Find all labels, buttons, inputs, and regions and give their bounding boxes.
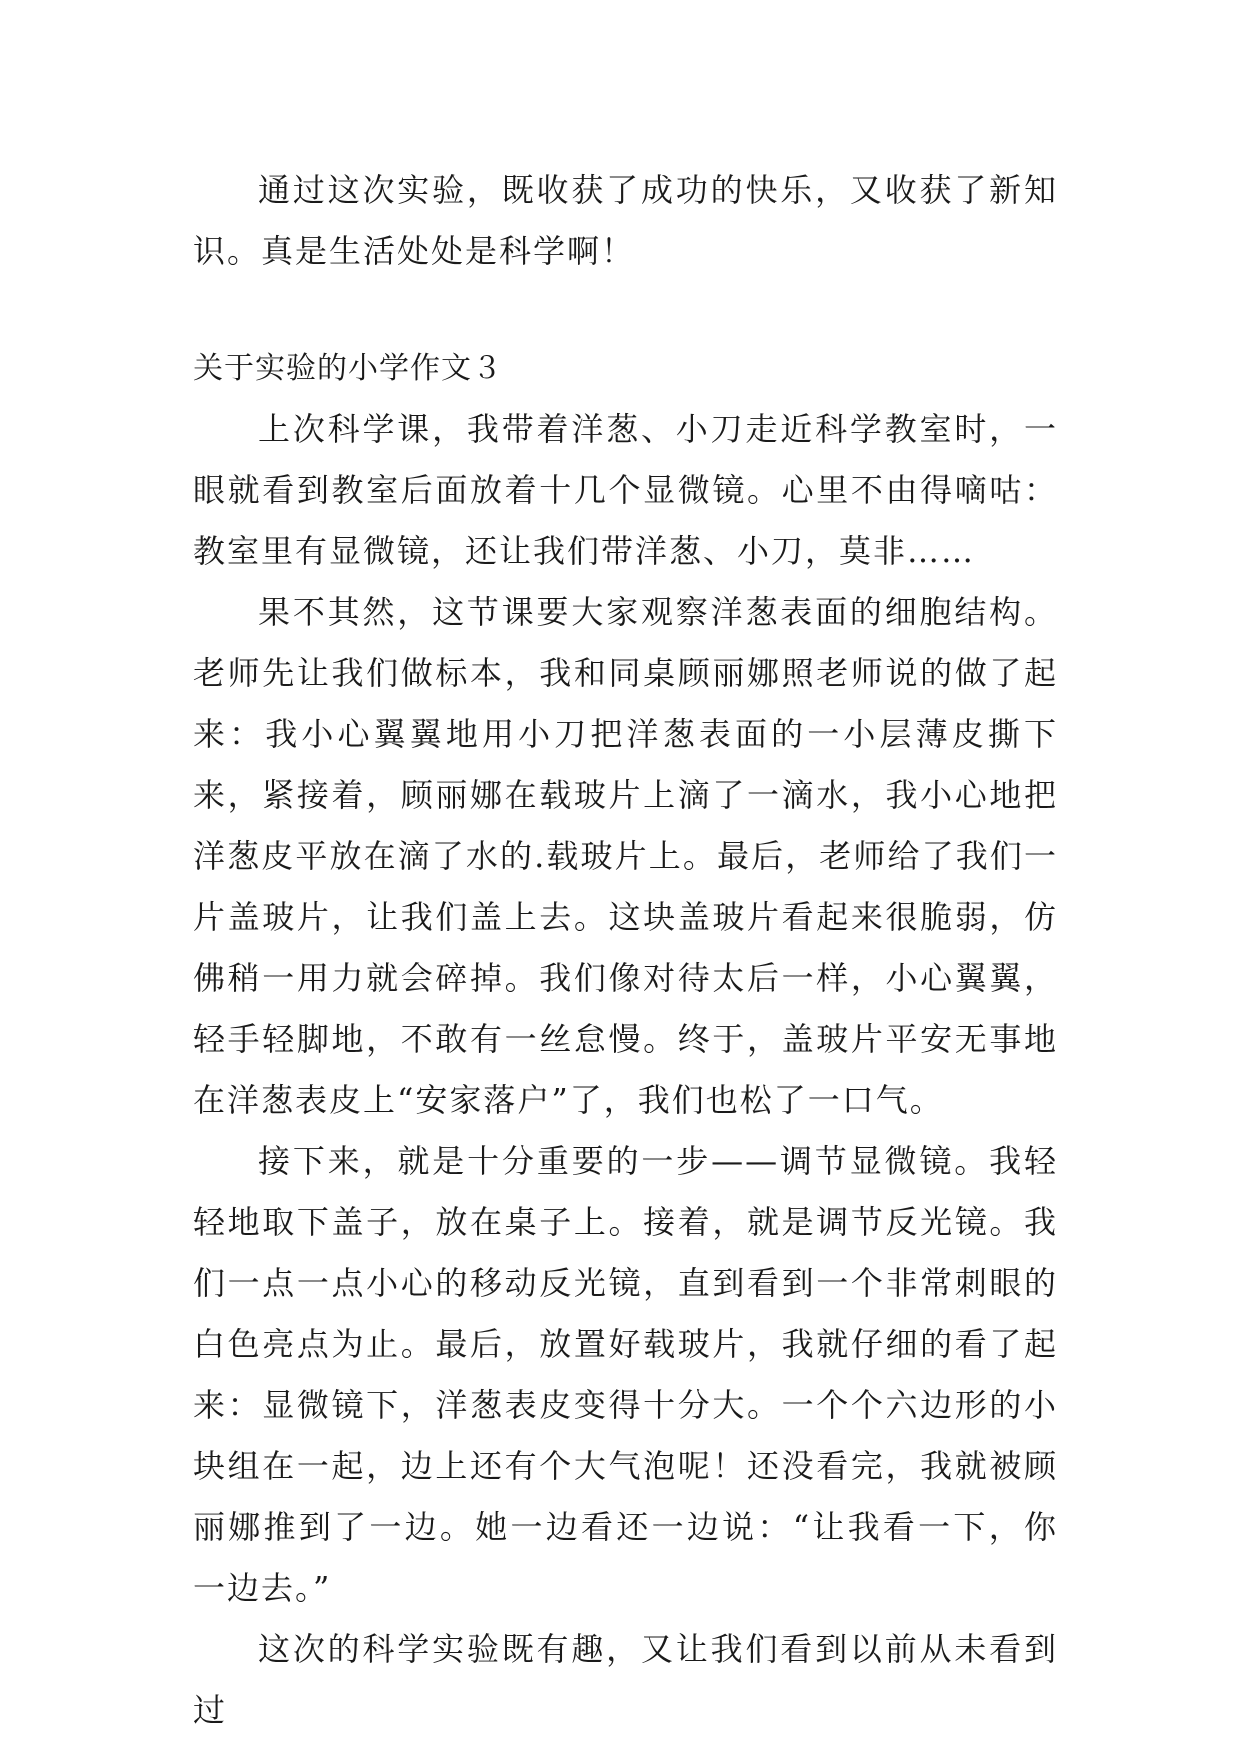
paragraph: 接下来，就是十分重要的一步——调节显微镜。我轻轻地取下盖子，放在桌子上。接着，就是调节反光镜。我们一点一点小心的移动反光镜，直到看到一个非常刺眼的白色亮点为止。最后，放置好载玻片，我就仔细的看了起来：显微镜下，洋葱表皮变得十分大。一个个六边形的小块组在一起，边上还有个大气泡呢！还没看完，我就被顾丽娜推到了一边。她一边看还一边说：“让我看一下，你一边去。” bbox=[193, 1142, 1058, 1607]
paragraph: 上次科学课，我带着洋葱、小刀走近科学教室时，一眼就看到教室后面放着十几个显微镜。心里不由得嘀咕：教室里有显微镜，还让我们带洋葱、小刀，莫非…… bbox=[193, 410, 1058, 570]
document-body bbox=[193, 160, 1058, 1741]
paragraph: 这次的科学实验既有趣，又让我们看到以前从未看到过 bbox=[193, 1630, 1058, 1729]
section-title: 关于实验的小学作文３ bbox=[193, 351, 503, 386]
intro-paragraph: 通过这次实验，既收获了成功的快乐，又收获了新知识。真是生活处处是科学啊！ bbox=[193, 171, 1058, 270]
paragraph: 果不其然，这节课要大家观察洋葱表面的细胞结构。老师先让我们做标本，我和同桌顾丽娜照老师说的做了起来：我小心翼翼地用小刀把洋葱表面的一小层薄皮撕下来，紧接着，顾丽娜在载玻片上滴了一滴水，我小心地把洋葱皮平放在滴了水的.载玻片上。最后，老师给了我们一片盖玻片，让我们盖上去。这块盖玻片看起来很脆弱，仿佛稍一用力就会碎掉。我们像对待太后一样，小心翼翼，轻手轻脚地，不敢有一丝怠慢。终于，盖玻片平安无事地在洋葱表皮上“安家落户”了，我们也松了一口气。 bbox=[193, 593, 1058, 1119]
